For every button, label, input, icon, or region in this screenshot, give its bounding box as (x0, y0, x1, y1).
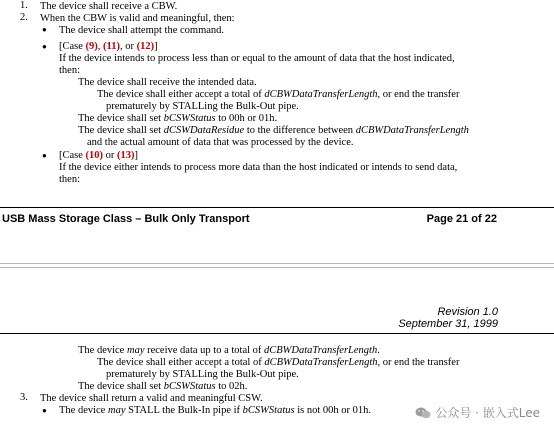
paragraph-line: If the device intends to process less than or equal to the amount of data that the host indicated, (59, 53, 455, 64)
header-date: September 31, 1999 (398, 318, 498, 330)
paragraph-line: The device shall receive the intended data. (78, 77, 257, 88)
bullet-icon: ● (42, 25, 47, 34)
case-reference: [Case (9), (11), or (12)] (59, 41, 158, 52)
list-item-text: The device shall return a valid and meaningful CSW. (40, 393, 263, 404)
paragraph-line: The device shall set bCSWStatus to 00h or 01h. (78, 113, 278, 124)
paragraph-line: The device shall either accept a total of dCBWDataTransferLength, or end the transfer (97, 357, 460, 368)
paragraph-line: The device shall set dCSWDataResidue to the difference between dCBWDataTransferLength (78, 125, 469, 136)
paragraph-line: If the device either intends to process more data than the host indicated or intends to send data, (59, 162, 458, 173)
paragraph-line: The device shall either accept a total of dCBWDataTransferLength, or end the transfer (97, 89, 460, 100)
bullet-icon: ● (42, 151, 47, 160)
watermark-text: 公众号 · 嵌入式Lee (435, 406, 540, 420)
paragraph-line: then: (59, 65, 80, 76)
page-break-bottom (0, 267, 554, 268)
header-rule (0, 333, 554, 334)
header-revision: Revision 1.0 (437, 306, 498, 318)
paragraph-line: prematurely by STALLing the Bulk-Out pipe. (106, 369, 299, 380)
paragraph-line: and the actual amount of data that was processed by the device. (87, 137, 354, 148)
list-number: 2. (20, 12, 28, 23)
bullet-text: The device shall attempt the command. (59, 25, 225, 36)
list-number: 1. (20, 0, 28, 11)
footer-rule (0, 207, 554, 208)
wechat-icon (415, 407, 431, 419)
list-number: 3. (20, 392, 28, 403)
list-item-text: The device shall receive a CBW. (40, 1, 178, 12)
footer-page-number: Page 21 of 22 (426, 213, 497, 225)
paragraph-line: The device shall set bCSWStatus to 02h. (78, 381, 248, 392)
footer-title: USB Mass Storage Class – Bulk Only Transport (2, 213, 250, 225)
paragraph-line: The device may receive data up to a total of dCBWDataTransferLength. (78, 345, 380, 356)
bullet-icon: ● (42, 42, 47, 51)
bullet-text: The device may STALL the Bulk-In pipe if bCSWStatus is not 00h or 01h. (59, 405, 371, 416)
list-item-text: When the CBW is valid and meaningful, then: (40, 13, 235, 24)
paragraph-line: prematurely by STALLing the Bulk-Out pipe. (106, 101, 299, 112)
paragraph-line: then: (59, 174, 80, 185)
watermark (415, 404, 540, 421)
bullet-icon: ● (42, 406, 47, 415)
page-break-top (0, 263, 554, 264)
case-reference: [Case (10) or (13)] (59, 150, 139, 161)
